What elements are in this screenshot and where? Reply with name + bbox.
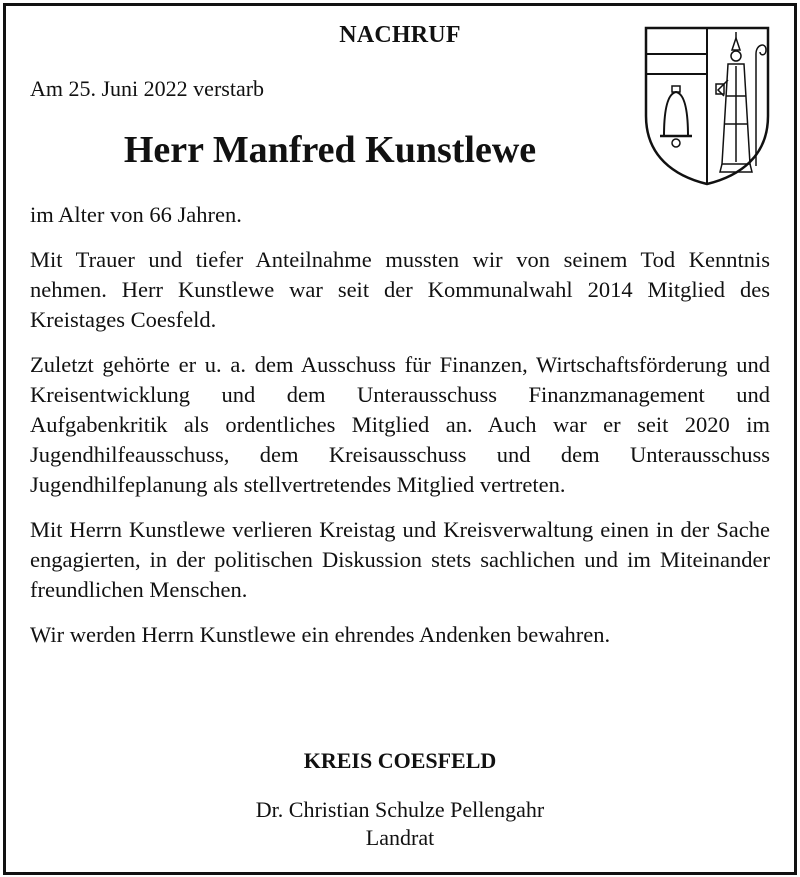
signer-title: Landrat	[365, 825, 435, 850]
remembrance-paragraph: Wir werden Herrn Kunstlewe ein ehrendes Andenken bewahren.	[30, 622, 611, 647]
signer-name: Dr. Christian Schulze Pellengahr	[255, 797, 545, 822]
obituary-body	[30, 200, 770, 665]
organization-name: KREIS COESFELD	[303, 748, 497, 773]
age-paragraph: im Alter von 66 Jahren.	[30, 202, 242, 227]
heading: NACHRUF	[339, 22, 461, 48]
intro-line: Am 25. Juni 2022 verstarb	[30, 76, 265, 101]
signature-block	[0, 796, 800, 852]
committee-paragraph: Zuletzt gehörte er u. a. dem Ausschuss für Finanzen, Wirtschaftsförderung und Kreisentwicklung und dem Unterausschuss Finanzmanagement und Aufgabenkritik als ordentliches Mitglied an. Auch war er seit 2020 im Jugendhilfeausschuss, dem Kreisausschuss und dem Unterausschuss Jugendhilfeplanung als stellvertretendes Mitglied vertreten.	[30, 352, 770, 497]
tribute-paragraph: Mit Herrn Kunstlewe verlieren Kreistag und Kreisverwaltung einen in der Sache engagierten, in der politischen Diskussion stets sachlichen und im Miteinander freundlichen Menschen.	[30, 517, 770, 602]
deceased-name: Herr Manfred Kunstlewe	[123, 129, 537, 171]
coat-of-arms-icon	[640, 24, 774, 188]
condolence-paragraph: Mit Trauer und tiefer Anteilnahme mussten wir von seinem Tod Kenntnis nehmen. Herr Kunstlewe war seit der Kommunalwahl 2014 Mitglied des Kreistages Coesfeld.	[30, 247, 770, 332]
